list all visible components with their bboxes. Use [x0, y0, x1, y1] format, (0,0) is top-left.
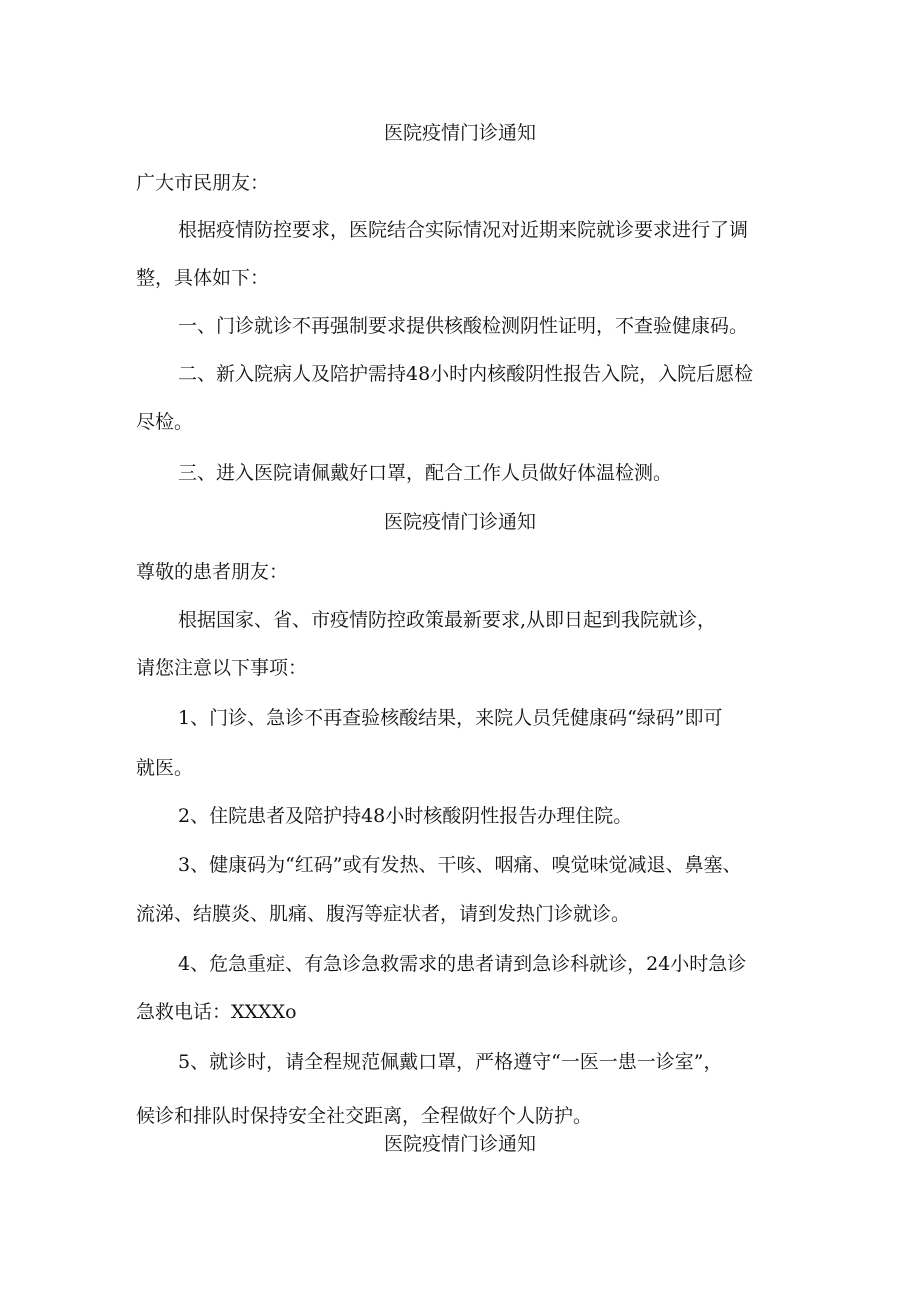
- notice-1-intro-line-2: 整，具体如下：: [136, 267, 270, 289]
- notice-1-title: 医院疫情门诊通知: [383, 122, 536, 144]
- notice-2-intro-line-1: 根据国家、省、市疫情防控政策最新要求,从即日起到我院就诊，: [178, 609, 717, 631]
- notice-2-item-1-line-1: 1、门诊、急诊不再查验核酸结果，来院人员凭健康码“绿码”即可: [178, 707, 723, 729]
- notice-2-item-5-line-1: 5、就诊时，请全程规范佩戴口罩，严格遵守“一医一患一诊室”，: [178, 1051, 723, 1073]
- notice-2-item-3-line-1: 3、健康码为“红码”或有发热、干咳、咽痛、嗅觉味觉减退、鼻塞、: [178, 854, 742, 876]
- notice-2-title: 医院疫情门诊通知: [383, 511, 536, 533]
- notice-1-item-2-line-2: 尽检。: [136, 411, 194, 433]
- notice-2-intro-line-2: 请您注意以下事项：: [136, 657, 308, 679]
- notice-2-item-5-line-2: 候诊和排队时保持安全社交距离，全程做好个人防护。: [136, 1105, 593, 1127]
- notice-1-greeting: 广大市民朋友：: [136, 172, 270, 194]
- notice-2-item-4-line-1: 4、危急重症、有急诊急救需求的患者请到急诊科就诊，24小时急诊: [178, 953, 747, 975]
- notice-2-item-4-line-2: 急救电话：XXXXo: [136, 1001, 297, 1023]
- notice-2-item-1-line-2: 就医。: [136, 757, 194, 779]
- notice-1-item-3: 三、进入医院请佩戴好口罩，配合工作人员做好体温检测。: [178, 462, 673, 484]
- notice-2-item-2: 2、住院患者及陪护持48小时核酸阴性报告办理住院。: [178, 805, 633, 827]
- notice-3-title: 医院疫情门诊通知: [383, 1133, 536, 1155]
- notice-1-intro-line-1: 根据疫情防控要求，医院结合实际情况对近期来院就诊要求进行了调: [178, 219, 749, 241]
- notice-1-item-2-line-1: 二、新入院病人及陪护需持48小时内核酸阴性报告入院，入院后愿检: [178, 363, 754, 385]
- notice-2-greeting: 尊敬的患者朋友：: [136, 561, 289, 583]
- notice-1-item-1: 一、门诊就诊不再强制要求提供核酸检测阴性证明，不查验健康码。: [178, 315, 749, 337]
- notice-2-item-3-line-2: 流涕、结膜炎、肌痛、腹泻等症状者，请到发热门诊就诊。: [136, 903, 631, 925]
